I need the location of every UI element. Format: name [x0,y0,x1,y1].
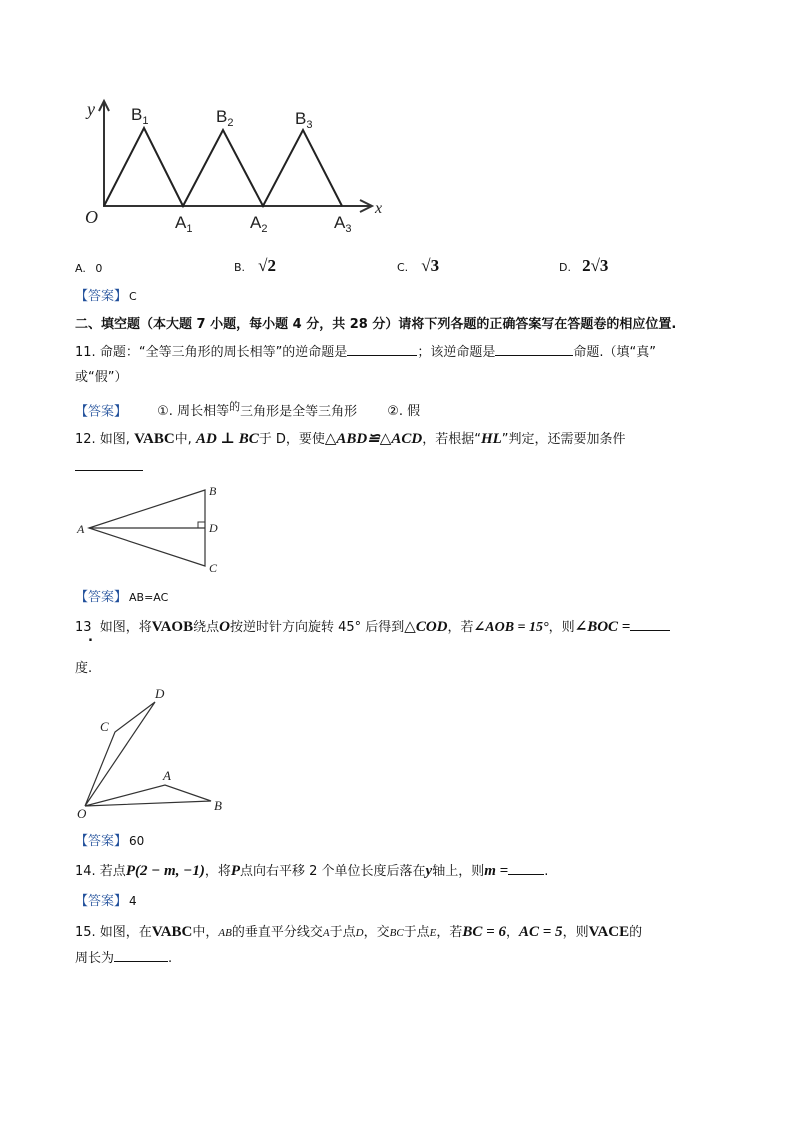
label-b1: B [131,105,143,124]
option-d-value: 2√3 [582,256,609,275]
q13-t5: ，则 [548,620,575,635]
q15-e: E [429,927,437,939]
q12-t1: 中, [174,432,192,447]
q12-t3: ，若根据“ [422,432,481,447]
q11-answer [75,398,420,419]
zigzag-line [104,128,342,206]
q11-number: 11. [75,345,96,360]
label-a3: A [334,213,346,232]
option-d-letter: D. [559,261,571,274]
q15-t8: ，则 [562,925,589,940]
option-b-letter: B. [234,261,246,274]
svg-text:A3 [334,213,351,235]
q13-number: 13 [75,620,92,635]
q15-t9: 的 [629,925,643,940]
q14-blank[interactable] [508,874,544,875]
label-b2: B [216,107,228,126]
q11-blank-1[interactable] [347,355,417,356]
label-a2-sub: 2 [261,223,268,235]
label-b1-sub: 1 [142,115,149,127]
answer-tag: 【答案】 [75,834,128,849]
svg-text:B3 [295,109,312,131]
option-b-value: √2 [258,256,276,275]
q13-boc: ∠BOC = [574,619,631,635]
q15-bc6: BC = 6 [462,924,506,940]
option-c [397,256,439,276]
q13-t1: 如图，将 [99,620,152,635]
q11-text-c: 命题.（填“真” [573,345,656,360]
q15-line2-text: 周长为 [75,951,115,966]
q11-blank-2[interactable] [495,355,573,356]
q13-line2: 度. [75,661,93,676]
origin-label: O [85,207,98,227]
q15-line1 [75,921,642,941]
q15-blank[interactable] [114,961,168,962]
q15-t1: 中， [192,925,219,940]
q14-t2: 点向右平移 2 个单位长度后落在 [240,864,426,879]
section-header: 二、填空题（本大题 7 小题，每小题 4 分，共 28 分）请将下列各题的正确答案写在答题卷的相应位置. [75,317,677,332]
q12-line1 [75,428,626,448]
label-b2-sub: 2 [227,117,234,129]
label-a: A [163,768,171,783]
q11-answer-sup: 的 [229,400,241,413]
label-a3-sub: 3 [345,223,352,235]
q12-t2: 于 D，要使 [258,432,325,447]
svg-text:B1 [131,105,148,127]
answer-tag: 【答案】 [75,289,128,304]
q15-tri: VABC [151,924,193,940]
q15-t6: ，若 [436,925,463,940]
rotation-figure [75,682,235,822]
q15-d: D [355,927,364,939]
q15-ace: VACE [588,924,630,940]
right-angle-mark [198,522,205,528]
svg-text:A2 [250,213,267,235]
label-a1-sub: 1 [186,223,193,235]
q13-dot: . [88,630,93,645]
label-a: A [77,522,85,536]
q15-end: . [168,951,173,966]
q14-point: P(2 − m, −1) [125,863,205,879]
label-o: O [77,806,87,821]
q10-answer [75,285,137,304]
label-b: B [214,798,222,813]
q12-blank[interactable] [75,456,143,471]
q15-t2: 的垂直平分线交 [231,925,323,940]
q13-o: O [219,619,230,635]
q15-t3: 于点 [329,925,356,940]
q11-answer-2: 三角形是全等三角形 [240,404,358,420]
axis-y-label: y [87,99,95,119]
q14-y: y [425,863,433,879]
triangle-abc-figure [75,480,235,580]
q14-t3: 轴上，则 [432,864,485,879]
answer-value: C [129,290,137,303]
q11-text-a: 命题：“全等三角形的周长相等”的逆命题是 [99,345,348,360]
label-c: C [100,719,109,734]
q11-answer-3: ②. 假 [387,404,421,420]
label-d: D [209,521,218,535]
q13-tri: VAOB [151,619,194,635]
answer-tag: 【答案】 [75,894,128,909]
q15-t4: ，交 [363,925,390,940]
q15-t5: 于点 [403,925,430,940]
q14-line1 [75,860,548,880]
q15-a: A [322,927,330,939]
option-b [234,256,276,276]
q15-number: 15. 如图，在 [75,925,152,940]
q11-line1 [75,341,656,360]
q15-ab: AB [218,927,232,939]
option-a [75,262,102,275]
label-d: D [155,686,165,701]
label-a2: A [250,213,262,232]
svg-text:B2 [216,107,233,129]
q13-t3: 按逆时针方向旋转 45° 后得到 [229,620,405,635]
q14-t4: . [544,864,549,879]
option-c-letter: C. [397,261,409,274]
q12-cong: △ABD≌△ACD [324,431,423,447]
q13-answer [75,830,144,849]
q15-bc: BC [389,927,404,939]
q15-line2 [75,947,172,966]
q12-answer [75,586,168,605]
q13-line1 [75,616,670,636]
axis-x-label: x [375,200,383,217]
q15-ac5: AC = 5 [519,924,563,940]
q12-t4: ”判定，还需要加条件 [501,432,626,447]
q14-p: P [230,863,240,879]
zigzag-figure [80,95,400,245]
triangle-aob [85,785,211,806]
q13-t2: 绕点 [193,620,220,635]
option-d [559,256,608,276]
q12-cond: AD ⊥ BC [195,431,259,447]
option-c-value: √3 [421,256,440,275]
label-b3-sub: 3 [306,119,313,131]
q14-m: m = [484,863,509,879]
answer-tag: 【答案】 [75,590,128,605]
q12-hl: HL [480,431,502,447]
q13-cod: △COD [404,619,448,635]
q13-blank[interactable] [630,630,670,631]
q12-tri: VABC [134,431,175,447]
option-a-value: 0 [95,262,103,275]
q14-answer [75,890,137,909]
label-b: B [209,484,217,498]
answer-value: 60 [129,834,145,848]
q13-angle: ∠AOB = 15° [473,620,549,635]
q13-t4: ，若 [447,620,474,635]
q11-line2: 或“假”） [75,370,128,385]
label-b3: B [295,109,307,128]
q15-t7: ， [505,925,519,940]
svg-text:A1 [175,213,192,235]
answer-value: AB=AC [129,591,169,604]
q14-number: 14. 若点 [75,864,126,879]
option-a-letter: A. [75,262,86,275]
q11-answer-1: ①. 周长相等 [157,404,230,420]
q12-number: 12. 如图, [75,432,130,447]
answer-tag: 【答案】 [75,404,128,420]
label-a1: A [175,213,187,232]
label-c: C [209,561,218,575]
answer-value: 4 [129,894,137,908]
q14-t1: ，将 [204,864,231,879]
q11-text-b: ；该逆命题是 [417,345,496,360]
